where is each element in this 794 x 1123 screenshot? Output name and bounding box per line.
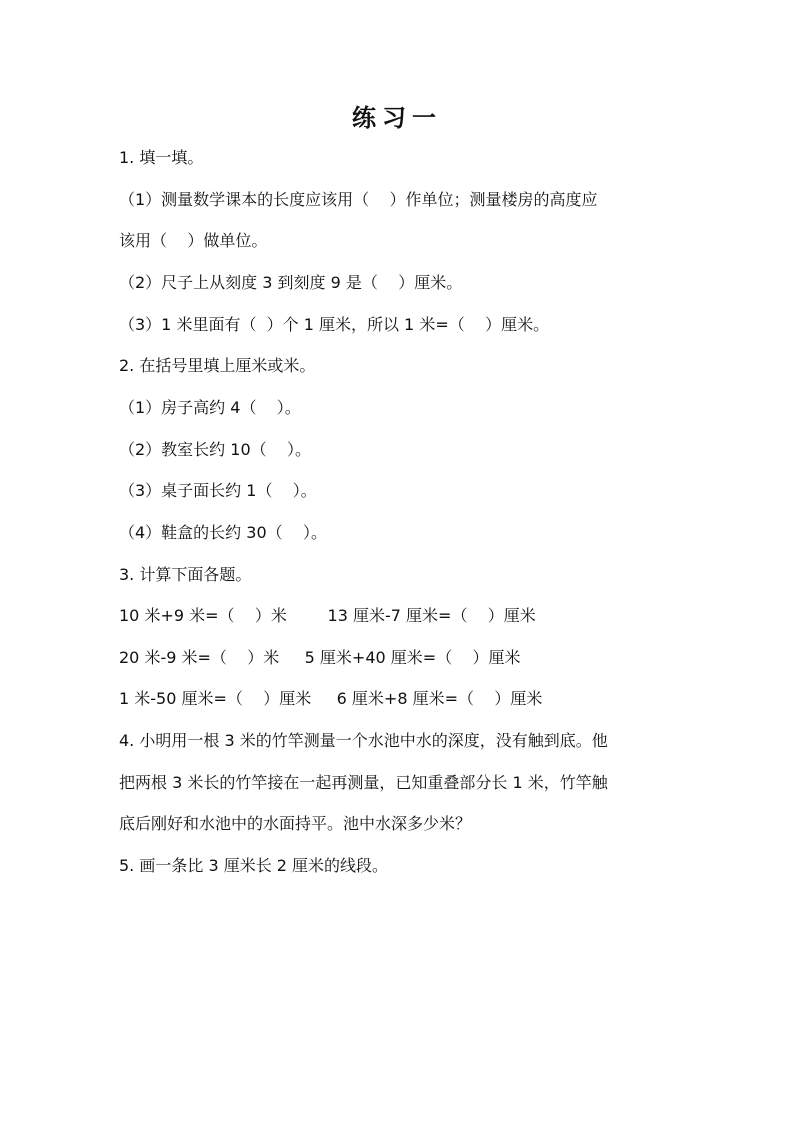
question-2-item-4: （4）鞋盒的长约 30（ ）。 [119, 523, 327, 542]
question-4-line-3: 底后刚好和水池中的水面持平。池中水深多少米？ [119, 814, 472, 833]
question-5: 5. 画一条比 3 厘米长 2 厘米的线段。 [119, 856, 389, 875]
question-3-row-1: 10 米+9 米=（ ）米 13 厘米-7 厘米=（ ）厘米 [119, 606, 536, 625]
question-3-row-2: 20 米-9 米=（ ）米 5 厘米+40 厘米=（ ）厘米 [119, 648, 521, 667]
question-2-heading: 2. 在括号里填上厘米或米。 [119, 356, 316, 375]
question-1-item-2: （2）尺子上从刻度 3 到刻度 9 是（ ）厘米。 [119, 273, 463, 292]
page-title: 练习一 [352, 104, 442, 132]
question-1-item-1: （1）测量数学课本的长度应该用（ ）作单位；测量楼房的高度应 [119, 190, 598, 209]
question-3-row-3: 1 米-50 厘米=（ ）厘米 6 厘米+8 厘米=（ ）厘米 [119, 689, 543, 708]
question-2-item-2: （2）教室长约 10（ ）。 [119, 440, 311, 459]
question-3-heading: 3. 计算下面各题。 [119, 565, 252, 584]
question-1-item-3: （3）1 米里面有（ ）个 1 厘米，所以 1 米=（ ）厘米。 [119, 315, 550, 334]
question-4-line-1: 4. 小明用一根 3 米的竹竿测量一个水池中水的深度，没有触到底。他 [119, 731, 608, 750]
question-2-item-3: （3）桌子面长约 1（ ）。 [119, 481, 317, 500]
question-1-heading: 1. 填一填。 [119, 148, 204, 167]
question-4-line-2: 把两根 3 米长的竹竿接在一起再测量，已知重叠部分长 1 米，竹竿触 [119, 773, 608, 792]
question-1-item-1-cont: 该用（ ）做单位。 [119, 231, 268, 250]
question-2-item-1: （1）房子高约 4（ ）。 [119, 398, 301, 417]
